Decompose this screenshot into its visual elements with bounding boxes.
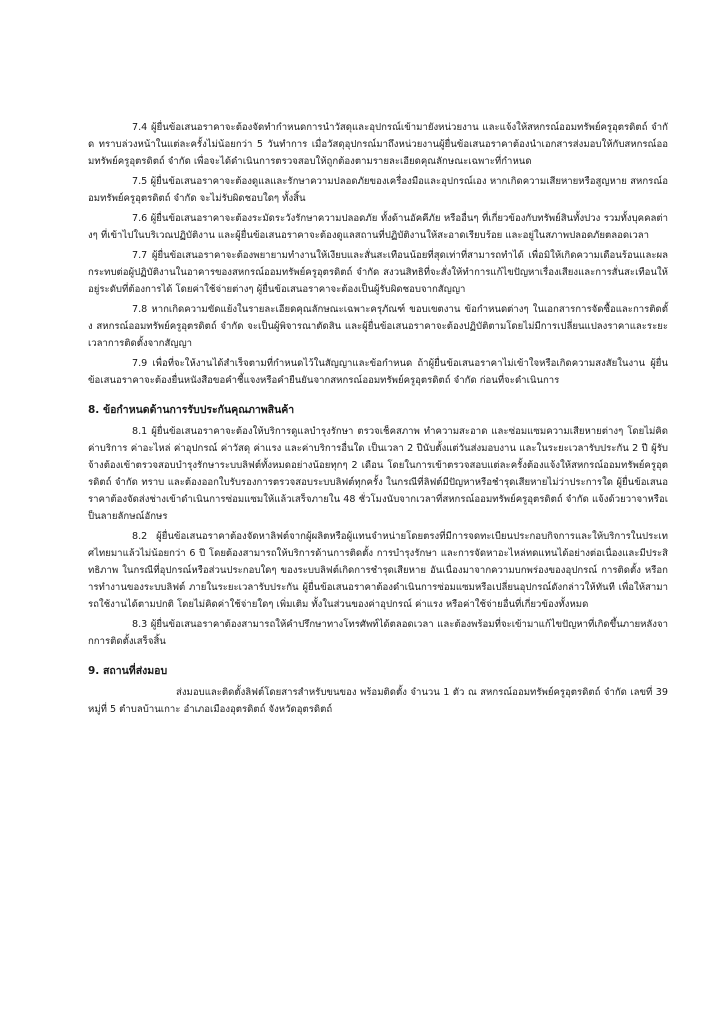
clause-8-3: 8.3 ผู้ยื่นข้อเสนอราคาต้องสามารถให้คำปรึกษาทางโทรศัพท์ได้ตลอดเวลา และต้องพร้อมที่จะเข้ามาแก้ไขปัญหาที่เกิดขึ้นภายหลังจากการติดตั้งเสร็จสิ้น (88, 619, 668, 647)
delivery-location: ส่งมอบและติดตั้งลิฟต์โดยสารสำหรับขนของ พร้อมติดตั้ง จำนวน 1 ตัว ณ สหกรณ์ออมทรัพย์ครูอุตรดิตถ์ จำกัด เลขที่ 39 หมู่ที่ 5 ตำบลบ้านเกาะ อำเภอเมืองอุตรดิตถ์ จังหวัดอุตรดิตถ์ (88, 687, 668, 715)
section-8-heading: 8. ข้อกำหนดด้านการรับประกันคุณภาพสินค้า (88, 404, 295, 416)
clause-7-6: 7.6 ผู้ยื่นข้อเสนอราคาจะต้องระมัดระวังรักษาความปลอดภัย ทั้งด้านอัคคีภัย หรืออื่นๆ ที่เกี่ยวข้องกับทรัพย์สินทั้งปวง รวมทั้งบุคคลต่างๆ ที่เข้าไปในบริเวณปฏิบัติงาน และผู้ยื่นข้อเสนอราคาจะต้องดูแลสถานที่ปฏิบัติงานให้สะอาดเรียบร้อย และอยู่ในสภาพปลอดภัยตลอดเวลา (88, 213, 668, 241)
document-body (88, 119, 668, 718)
section-9-heading: 9. สถานที่ส่งมอบ (88, 665, 168, 677)
clause-8-2: 8.2 ผู้ยื่นข้อเสนอราคาต้องจัดหาลิฟต์จากผู้ผลิตหรือผู้แทนจำหน่ายโดยตรงที่มีการจดทะเบียนประกอบกิจการและให้บริการในประเทศไทยมาแล้วไม่น้อยกว่า 6 ปี โดยต้องสามารถให้บริการด้านการติดตั้ง การบำรุงรักษา และการจัดหาอะไหล่ทดแทนได้อย่างต่อเนื่องและมีประสิทธิภาพ ในกรณีที่อุปกรณ์หรือส่วนประกอบใดๆ ของระบบลิฟต์เกิดการชำรุดเสียหาย อันเนื่องมาจากความบกพร่องของอุปกรณ์ การติดตั้ง หรือการทำงานของระบบลิฟต์ ภายในระยะเวลารับประกัน ผู้ยื่นข้อเสนอราคาต้องดำเนินการซ่อมแซมหรือเปลี่ยนอุปกรณ์ดังกล่าวให้ทันที เพื่อให้สามารถใช้งานได้ตามปกติ โดยไม่คิดค่าใช้จ่ายใดๆ เพิ่มเติม ทั้งในส่วนของค่าอุปกรณ์ ค่าแรง หรือค่าใช้จ่ายอื่นที่เกี่ยวข้องทั้งหมด (88, 531, 668, 610)
clause-7-8: 7.8 หากเกิดความขัดแย้งในรายละเอียดคุณลักษณะเฉพาะครุภัณฑ์ ขอบเขตงาน ข้อกำหนดต่างๆ ในเอกสารการจัดซื้อและการติดตั้ง สหกรณ์ออมทรัพย์ครูอุตรดิตถ์ จำกัด จะเป็นผู้พิจารณาตัดสิน และผู้ยื่นข้อเสนอราคาจะต้องปฏิบัติตามโดยไม่มีการเปลี่ยนแปลงราคาและระยะเวลาการติดตั้งจากสัญญา (88, 304, 668, 349)
clause-8-1: 8.1 ผู้ยื่นข้อเสนอราคาจะต้องให้บริการดูแลบำรุงรักษา ตรวจเช็คสภาพ ทำความสะอาด และซ่อมแซมความเสียหายต่างๆ โดยไม่คิดค่าบริการ ค่าอะไหล่ ค่าอุปกรณ์ ค่าวัสดุ ค่าแรง และค่าบริการอื่นใด เป็นเวลา 2 ปีนับตั้งแต่วันส่งมอบงาน และในระยะเวลารับประกัน 2 ปี ผู้รับจ้างต้องเข้าตรวจสอบบำรุงรักษาระบบลิฟต์ทั้งหมดอย่างน้อยทุกๆ 2 เดือน โดยในการเข้าตรวจสอบแต่ละครั้งต้องแจ้งให้สหกรณ์ออมทรัพย์ครูอุตรดิตถ์ จำกัด ทราบ และต้องออกใบรับรองการตรวจสอบระบบลิฟต์ทุกครั้ง ในกรณีที่ลิฟต์มีปัญหาหรือชำรุดเสียหายไม่ว่าประการใด ผู้ยื่นข้อเสนอราคาต้องจัดส่งช่างเข้าดำเนินการซ่อมแซมให้แล้วเสร็จภายใน 48 ชั่วโมงนับจากเวลาที่สหกรณ์ออมทรัพย์ครูอุตรดิตถ์ จำกัด แจ้งด้วยวาจาหรือเป็นลายลักษณ์อักษร (88, 426, 668, 522)
clause-7-4: 7.4 ผู้ยื่นข้อเสนอราคาจะต้องจัดทำกำหนดการนำวัสดุและอุปกรณ์เข้ามายังหน่วยงาน และแจ้งให้สหกรณ์ออมทรัพย์ครูอุตรดิตถ์ จำกัด ทราบล่วงหน้าในแต่ละครั้งไม่น้อยกว่า 5 วันทำการ เมื่อวัสดุอุปกรณ์มาถึงหน่วยงานผู้ยื่นข้อเสนอราคาต้องนำเอกสารส่งมอบให้กับสหกรณ์ออมทรัพย์ครูอุตรดิตถ์ จำกัด เพื่อจะได้ดำเนินการตรวจสอบให้ถูกต้องตามรายละเอียดคุณลักษณะเฉพาะที่กำหนด (88, 122, 668, 167)
clause-7-7: 7.7 ผู้ยื่นข้อเสนอราคาจะต้องพยายามทำงานให้เงียบและสั่นสะเทือนน้อยที่สุดเท่าที่สามารถทำได้ เพื่อมิให้เกิดความเดือนร้อนและผลกระทบต่อผู้ปฏิบัติงานในอาคารของสหกรณ์ออมทรัพย์ครูอุตรดิตถ์ จำกัด สงวนสิทธิที่จะสั่งให้ทำการแก้ไขปัญหาเรื่องเสียงและการสั่นสะเทือนให้อยู่ระดับที่ต้องการได้ โดยค่าใช้จ่ายต่างๆ ผู้ยื่นข้อเสนอราคาจะต้องเป็นผู้รับผิดชอบจากสัญญา (88, 250, 668, 295)
clause-7-5: 7.5 ผู้ยื่นข้อเสนอราคาจะต้องดูแลและรักษาความปลอดภัยของเครื่องมือและอุปกรณ์เอง หากเกิดความเสียหายหรือสูญหาย สหกรณ์ออมทรัพย์ครูอุตรดิตถ์ จำกัด จะไม่รับผิดชอบใดๆ ทั้งสิ้น (88, 176, 668, 204)
clause-7-9: 7.9 เพื่อที่จะให้งานได้สำเร็จตามที่กำหนดไว้ในสัญญาและข้อกำหนด ถ้าผู้ยื่นข้อเสนอราคาไม่เข้าใจหรือเกิดความสงสัยในงาน ผู้ยื่นข้อเสนอราคาจะต้องยื่นหนังสือขอคำชี้แจงหรือคำยืนยันจากสหกรณ์ออมทรัพย์ครูอุตรดิตถ์ จำกัด ก่อนที่จะดำเนินการ (88, 358, 668, 386)
